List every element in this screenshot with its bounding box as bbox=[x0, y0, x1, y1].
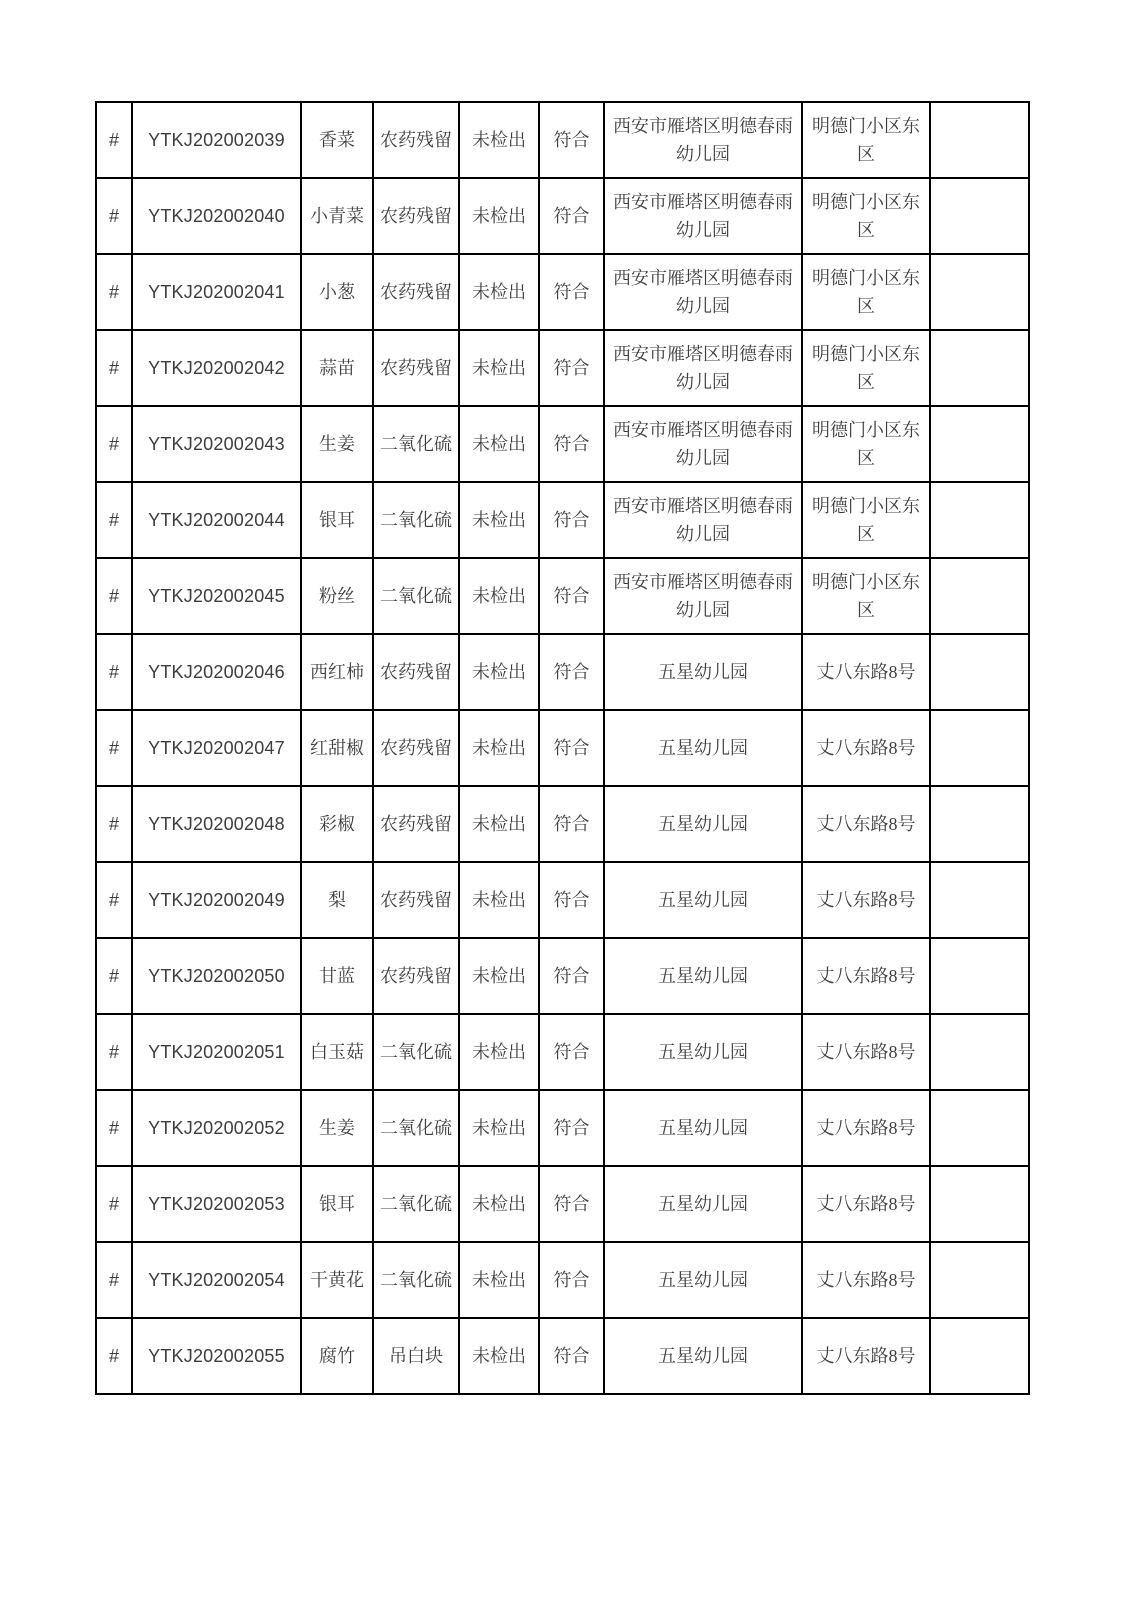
cell-conclusion: 符合 bbox=[539, 1166, 604, 1242]
cell-test-item: 二氧化硫 bbox=[373, 482, 459, 558]
table-row bbox=[96, 406, 1029, 482]
cell-conclusion: 符合 bbox=[539, 330, 604, 406]
table-row bbox=[96, 330, 1029, 406]
cell-row-marker: # bbox=[96, 178, 132, 254]
cell-row-marker: # bbox=[96, 1318, 132, 1394]
cell-test-item: 农药残留 bbox=[373, 862, 459, 938]
cell-test-result: 未检出 bbox=[459, 482, 539, 558]
cell-client-address: 丈八东路8号 bbox=[802, 1090, 930, 1166]
cell-row-marker: # bbox=[96, 102, 132, 178]
cell-conclusion: 符合 bbox=[539, 710, 604, 786]
cell-test-item: 二氧化硫 bbox=[373, 1014, 459, 1090]
cell-client-address: 丈八东路8号 bbox=[802, 1242, 930, 1318]
cell-sample-name: 西红柿 bbox=[301, 634, 373, 710]
cell-test-result: 未检出 bbox=[459, 1318, 539, 1394]
cell-test-item: 二氧化硫 bbox=[373, 1090, 459, 1166]
cell-client-name: 五星幼儿园 bbox=[604, 1090, 802, 1166]
cell-test-result: 未检出 bbox=[459, 1166, 539, 1242]
cell-conclusion: 符合 bbox=[539, 482, 604, 558]
cell-test-result: 未检出 bbox=[459, 1014, 539, 1090]
cell-test-item: 农药残留 bbox=[373, 938, 459, 1014]
cell-note bbox=[930, 178, 1029, 254]
cell-test-result: 未检出 bbox=[459, 406, 539, 482]
cell-sample-id: YTKJ202002050 bbox=[132, 938, 301, 1014]
cell-conclusion: 符合 bbox=[539, 634, 604, 710]
cell-conclusion: 符合 bbox=[539, 254, 604, 330]
cell-conclusion: 符合 bbox=[539, 862, 604, 938]
cell-client-address: 丈八东路8号 bbox=[802, 1166, 930, 1242]
table-row bbox=[96, 178, 1029, 254]
table-row bbox=[96, 786, 1029, 862]
cell-row-marker: # bbox=[96, 254, 132, 330]
cell-test-result: 未检出 bbox=[459, 634, 539, 710]
table-row bbox=[96, 1166, 1029, 1242]
cell-note bbox=[930, 1090, 1029, 1166]
cell-sample-id: YTKJ202002046 bbox=[132, 634, 301, 710]
cell-sample-name: 蒜苗 bbox=[301, 330, 373, 406]
cell-row-marker: # bbox=[96, 482, 132, 558]
cell-client-name: 西安市雁塔区明德春雨幼儿园 bbox=[604, 406, 802, 482]
cell-note bbox=[930, 254, 1029, 330]
cell-conclusion: 符合 bbox=[539, 938, 604, 1014]
cell-client-address: 明德门小区东区 bbox=[802, 558, 930, 634]
cell-conclusion: 符合 bbox=[539, 1090, 604, 1166]
cell-row-marker: # bbox=[96, 786, 132, 862]
cell-row-marker: # bbox=[96, 1242, 132, 1318]
cell-client-address: 明德门小区东区 bbox=[802, 102, 930, 178]
cell-test-result: 未检出 bbox=[459, 710, 539, 786]
cell-note bbox=[930, 482, 1029, 558]
cell-sample-id: YTKJ202002045 bbox=[132, 558, 301, 634]
cell-client-name: 五星幼儿园 bbox=[604, 634, 802, 710]
cell-sample-id: YTKJ202002040 bbox=[132, 178, 301, 254]
cell-sample-id: YTKJ202002052 bbox=[132, 1090, 301, 1166]
cell-test-item: 农药残留 bbox=[373, 178, 459, 254]
table-row bbox=[96, 1090, 1029, 1166]
cell-test-item: 二氧化硫 bbox=[373, 1242, 459, 1318]
cell-sample-name: 生姜 bbox=[301, 406, 373, 482]
cell-sample-id: YTKJ202002039 bbox=[132, 102, 301, 178]
cell-sample-id: YTKJ202002041 bbox=[132, 254, 301, 330]
cell-sample-name: 干黄花 bbox=[301, 1242, 373, 1318]
cell-test-result: 未检出 bbox=[459, 786, 539, 862]
cell-conclusion: 符合 bbox=[539, 406, 604, 482]
cell-conclusion: 符合 bbox=[539, 178, 604, 254]
cell-conclusion: 符合 bbox=[539, 786, 604, 862]
cell-row-marker: # bbox=[96, 634, 132, 710]
cell-sample-name: 生姜 bbox=[301, 1090, 373, 1166]
cell-note bbox=[930, 786, 1029, 862]
cell-note bbox=[930, 330, 1029, 406]
cell-test-result: 未检出 bbox=[459, 1242, 539, 1318]
cell-test-item: 农药残留 bbox=[373, 330, 459, 406]
cell-sample-id: YTKJ202002055 bbox=[132, 1318, 301, 1394]
cell-client-name: 西安市雁塔区明德春雨幼儿园 bbox=[604, 102, 802, 178]
cell-row-marker: # bbox=[96, 330, 132, 406]
cell-sample-name: 红甜椒 bbox=[301, 710, 373, 786]
cell-sample-id: YTKJ202002043 bbox=[132, 406, 301, 482]
cell-sample-name: 甘蓝 bbox=[301, 938, 373, 1014]
cell-note bbox=[930, 862, 1029, 938]
cell-client-name: 五星幼儿园 bbox=[604, 1318, 802, 1394]
cell-test-result: 未检出 bbox=[459, 1090, 539, 1166]
cell-sample-id: YTKJ202002048 bbox=[132, 786, 301, 862]
cell-conclusion: 符合 bbox=[539, 1014, 604, 1090]
cell-client-address: 明德门小区东区 bbox=[802, 330, 930, 406]
cell-test-item: 吊白块 bbox=[373, 1318, 459, 1394]
cell-sample-name: 彩椒 bbox=[301, 786, 373, 862]
cell-client-address: 丈八东路8号 bbox=[802, 1318, 930, 1394]
cell-client-name: 西安市雁塔区明德春雨幼儿园 bbox=[604, 178, 802, 254]
cell-test-item: 农药残留 bbox=[373, 710, 459, 786]
cell-row-marker: # bbox=[96, 1166, 132, 1242]
cell-client-address: 丈八东路8号 bbox=[802, 786, 930, 862]
cell-note bbox=[930, 1166, 1029, 1242]
cell-client-name: 五星幼儿园 bbox=[604, 1014, 802, 1090]
table-row bbox=[96, 1318, 1029, 1394]
cell-row-marker: # bbox=[96, 710, 132, 786]
table-row bbox=[96, 938, 1029, 1014]
cell-note bbox=[930, 1318, 1029, 1394]
cell-test-item: 二氧化硫 bbox=[373, 406, 459, 482]
cell-row-marker: # bbox=[96, 1090, 132, 1166]
cell-row-marker: # bbox=[96, 558, 132, 634]
cell-note bbox=[930, 406, 1029, 482]
cell-note bbox=[930, 1014, 1029, 1090]
cell-test-result: 未检出 bbox=[459, 254, 539, 330]
cell-test-result: 未检出 bbox=[459, 862, 539, 938]
cell-client-address: 明德门小区东区 bbox=[802, 254, 930, 330]
cell-sample-name: 白玉菇 bbox=[301, 1014, 373, 1090]
cell-sample-id: YTKJ202002042 bbox=[132, 330, 301, 406]
cell-sample-id: YTKJ202002044 bbox=[132, 482, 301, 558]
cell-client-name: 五星幼儿园 bbox=[604, 862, 802, 938]
cell-test-item: 二氧化硫 bbox=[373, 558, 459, 634]
cell-test-result: 未检出 bbox=[459, 558, 539, 634]
cell-client-address: 丈八东路8号 bbox=[802, 1014, 930, 1090]
cell-row-marker: # bbox=[96, 1014, 132, 1090]
table-row bbox=[96, 102, 1029, 178]
test-results-table bbox=[95, 101, 1030, 1395]
cell-sample-id: YTKJ202002054 bbox=[132, 1242, 301, 1318]
cell-sample-name: 腐竹 bbox=[301, 1318, 373, 1394]
cell-client-address: 丈八东路8号 bbox=[802, 938, 930, 1014]
cell-test-result: 未检出 bbox=[459, 330, 539, 406]
cell-client-name: 五星幼儿园 bbox=[604, 786, 802, 862]
cell-sample-name: 银耳 bbox=[301, 482, 373, 558]
cell-sample-id: YTKJ202002051 bbox=[132, 1014, 301, 1090]
cell-client-name: 五星幼儿园 bbox=[604, 1166, 802, 1242]
table-row bbox=[96, 862, 1029, 938]
cell-sample-name: 梨 bbox=[301, 862, 373, 938]
table-row bbox=[96, 482, 1029, 558]
cell-client-name: 西安市雁塔区明德春雨幼儿园 bbox=[604, 254, 802, 330]
cell-client-address: 丈八东路8号 bbox=[802, 710, 930, 786]
cell-sample-name: 香菜 bbox=[301, 102, 373, 178]
cell-client-name: 西安市雁塔区明德春雨幼儿园 bbox=[604, 558, 802, 634]
table-row bbox=[96, 1014, 1029, 1090]
cell-client-name: 五星幼儿园 bbox=[604, 710, 802, 786]
cell-client-address: 明德门小区东区 bbox=[802, 406, 930, 482]
cell-sample-id: YTKJ202002049 bbox=[132, 862, 301, 938]
cell-note bbox=[930, 558, 1029, 634]
cell-note bbox=[930, 634, 1029, 710]
cell-conclusion: 符合 bbox=[539, 1318, 604, 1394]
cell-test-item: 农药残留 bbox=[373, 786, 459, 862]
table-row bbox=[96, 254, 1029, 330]
cell-test-item: 农药残留 bbox=[373, 254, 459, 330]
cell-note bbox=[930, 1242, 1029, 1318]
cell-note bbox=[930, 938, 1029, 1014]
cell-note bbox=[930, 102, 1029, 178]
cell-row-marker: # bbox=[96, 938, 132, 1014]
cell-conclusion: 符合 bbox=[539, 102, 604, 178]
cell-test-item: 农药残留 bbox=[373, 634, 459, 710]
table-row bbox=[96, 558, 1029, 634]
cell-sample-name: 小葱 bbox=[301, 254, 373, 330]
table-row bbox=[96, 634, 1029, 710]
cell-sample-id: YTKJ202002047 bbox=[132, 710, 301, 786]
table-row bbox=[96, 1242, 1029, 1318]
table-body bbox=[96, 102, 1029, 1394]
cell-row-marker: # bbox=[96, 862, 132, 938]
cell-test-result: 未检出 bbox=[459, 102, 539, 178]
cell-client-name: 西安市雁塔区明德春雨幼儿园 bbox=[604, 330, 802, 406]
cell-sample-name: 银耳 bbox=[301, 1166, 373, 1242]
cell-row-marker: # bbox=[96, 406, 132, 482]
cell-sample-name: 小青菜 bbox=[301, 178, 373, 254]
cell-conclusion: 符合 bbox=[539, 1242, 604, 1318]
cell-client-name: 五星幼儿园 bbox=[604, 1242, 802, 1318]
cell-client-address: 明德门小区东区 bbox=[802, 178, 930, 254]
cell-test-item: 二氧化硫 bbox=[373, 1166, 459, 1242]
cell-test-result: 未检出 bbox=[459, 938, 539, 1014]
cell-client-name: 五星幼儿园 bbox=[604, 938, 802, 1014]
cell-sample-id: YTKJ202002053 bbox=[132, 1166, 301, 1242]
cell-test-result: 未检出 bbox=[459, 178, 539, 254]
cell-client-address: 明德门小区东区 bbox=[802, 482, 930, 558]
cell-conclusion: 符合 bbox=[539, 558, 604, 634]
cell-client-address: 丈八东路8号 bbox=[802, 634, 930, 710]
cell-note bbox=[930, 710, 1029, 786]
table-row bbox=[96, 710, 1029, 786]
cell-test-item: 农药残留 bbox=[373, 102, 459, 178]
cell-client-address: 丈八东路8号 bbox=[802, 862, 930, 938]
cell-sample-name: 粉丝 bbox=[301, 558, 373, 634]
cell-client-name: 西安市雁塔区明德春雨幼儿园 bbox=[604, 482, 802, 558]
